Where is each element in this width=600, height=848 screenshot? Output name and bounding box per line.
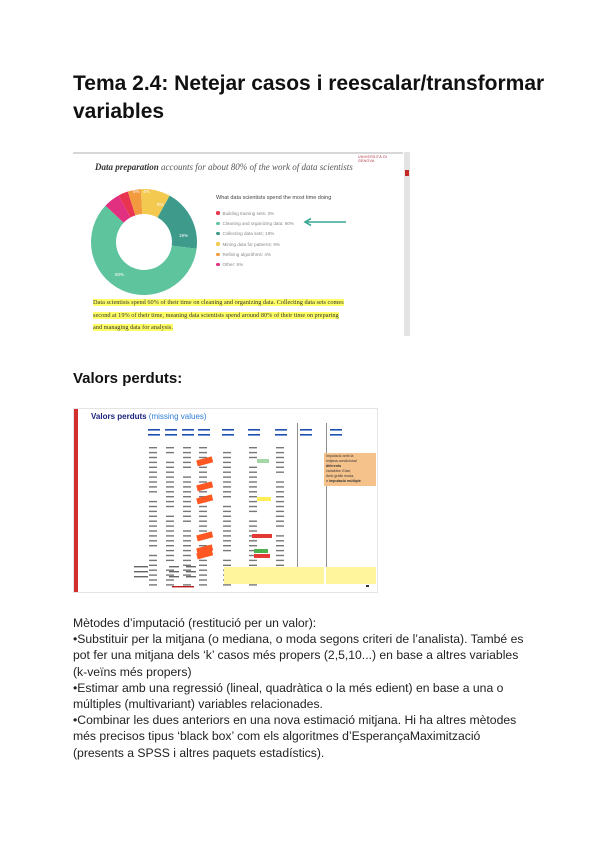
data-cell xyxy=(249,491,257,492)
data-cell xyxy=(166,570,174,571)
data-cell xyxy=(166,447,174,448)
data-cell xyxy=(199,447,207,448)
header-cell xyxy=(300,429,312,431)
spreadsheet-table xyxy=(74,409,377,592)
data-cell xyxy=(249,472,257,473)
data-cell xyxy=(149,521,157,522)
data-cell xyxy=(276,506,284,507)
donut-chart xyxy=(85,180,205,305)
data-cell xyxy=(183,565,191,566)
data-cell xyxy=(276,560,284,561)
data-cell xyxy=(166,535,174,536)
data-cell xyxy=(166,574,174,575)
data-cell xyxy=(223,560,231,561)
data-cell xyxy=(249,457,257,458)
data-cell xyxy=(166,525,174,526)
footer-note xyxy=(172,586,194,587)
header-cell xyxy=(275,434,287,436)
column-border xyxy=(326,423,327,583)
paragraph: •Estimar amb una regressió (lineal, quadràtica o la més edient) en base a una o múltiples (multivariant) variables relacionades. xyxy=(73,680,504,712)
data-cell xyxy=(149,574,157,575)
data-cell xyxy=(249,447,257,448)
figure-caption: Data scientists spend 60% of their time on cleaning and organizing data. Collecting data sets comes second at 19% of their time, meaning data scientists spend around 80% of their time on preparing and managing data for analysis. xyxy=(93,299,344,331)
data-cell xyxy=(249,584,257,585)
data-cell xyxy=(223,521,231,522)
data-cell xyxy=(199,579,207,580)
header-cell xyxy=(222,429,234,431)
data-cell xyxy=(149,506,157,507)
summary-band xyxy=(224,567,324,584)
paragraph: Mètodes d’imputació (restitució per un valor): xyxy=(73,616,317,630)
data-cell xyxy=(249,530,257,531)
summary-cell xyxy=(186,566,196,567)
data-cell xyxy=(166,476,174,477)
data-cell xyxy=(149,584,157,585)
highlight-cell xyxy=(257,459,269,463)
data-cell xyxy=(149,516,157,517)
data-cell xyxy=(183,491,191,492)
slide-title: Valors perduts (missing values) xyxy=(91,412,207,421)
data-cell xyxy=(149,530,157,531)
data-cell xyxy=(249,565,257,566)
legend-item: Refining algorithms: 4% xyxy=(216,249,294,259)
data-cell xyxy=(183,574,191,575)
data-cell xyxy=(249,496,257,497)
data-cell xyxy=(276,550,284,551)
data-cell xyxy=(149,452,157,453)
data-cell xyxy=(199,516,207,517)
data-cell xyxy=(223,565,231,566)
data-cell xyxy=(199,467,207,468)
data-cell xyxy=(149,555,157,556)
data-cell xyxy=(199,481,207,482)
data-cell xyxy=(149,486,157,487)
data-cell xyxy=(166,462,174,463)
data-cell xyxy=(149,565,157,566)
data-cell xyxy=(149,545,157,546)
data-cell xyxy=(223,476,231,477)
summary-cell xyxy=(134,576,148,577)
data-cell xyxy=(166,521,174,522)
header-cell xyxy=(248,429,260,431)
data-cell xyxy=(223,530,231,531)
data-cell xyxy=(183,516,191,517)
legend-item: Building training sets: 3% xyxy=(216,208,294,218)
data-cell xyxy=(149,535,157,536)
data-cell xyxy=(276,472,284,473)
data-cell xyxy=(183,447,191,448)
data-cell xyxy=(166,579,174,580)
data-cell xyxy=(223,516,231,517)
figure-title: Data preparation accounts for about 80% of the work of data scientists xyxy=(95,162,353,172)
data-cell xyxy=(276,545,284,546)
legend-item: Collecting data sets; 19% xyxy=(216,229,294,239)
data-cell xyxy=(199,530,207,531)
data-cell xyxy=(166,516,174,517)
data-cell xyxy=(223,452,231,453)
data-cell xyxy=(149,570,157,571)
data-cell xyxy=(276,491,284,492)
header-cell xyxy=(165,434,177,436)
data-cell xyxy=(199,521,207,522)
header-cell xyxy=(182,434,194,436)
data-cell xyxy=(149,447,157,448)
data-cell xyxy=(166,550,174,551)
data-cell xyxy=(249,525,257,526)
highlight-cell xyxy=(257,497,271,501)
data-cell xyxy=(276,457,284,458)
data-cell xyxy=(276,486,284,487)
header-cell xyxy=(248,434,260,436)
data-cell xyxy=(223,491,231,492)
missing-value-cell xyxy=(196,481,213,491)
data-cell xyxy=(199,506,207,507)
data-cell xyxy=(183,545,191,546)
data-cell xyxy=(276,535,284,536)
donut-label-4: 4% xyxy=(143,189,150,194)
data-cell xyxy=(223,525,231,526)
data-cell xyxy=(223,535,231,536)
header-cell xyxy=(165,429,177,431)
missing-value-cell xyxy=(196,494,213,504)
legend-item: Cleaning and organizing data: 60% xyxy=(216,218,294,228)
data-cell xyxy=(183,457,191,458)
header-cell xyxy=(275,429,287,431)
slide-number xyxy=(366,585,369,587)
figure-top-rule xyxy=(73,152,403,154)
data-cell xyxy=(249,560,257,561)
data-cell xyxy=(199,476,207,477)
data-cell xyxy=(183,560,191,561)
header-cell xyxy=(222,434,234,436)
data-cell xyxy=(276,525,284,526)
paragraph: •Combinar les dues anteriors en una nova estimació mitjana. Hi ha altres mètodes més precisos tipus ‘black box’ com els algoritmes d’EsperançaMaximització (presents a SPSS i altres paquets estadístics). xyxy=(73,713,517,760)
data-cell xyxy=(276,516,284,517)
data-cell xyxy=(249,511,257,512)
data-cell xyxy=(223,496,231,497)
data-cell xyxy=(249,506,257,507)
header-cell xyxy=(198,429,210,431)
data-cell xyxy=(149,476,157,477)
data-cell xyxy=(166,530,174,531)
data-cell xyxy=(223,472,231,473)
summary-cell xyxy=(134,571,148,572)
data-cell xyxy=(166,452,174,453)
data-cell xyxy=(183,550,191,551)
paragraph: •Substituir per la mitjana (o mediana, o moda segons criteri de l’analista). També es pot fer una mitjana dels ‘k’ casos més propers (2,5,10...) en base a altres variables (k-veïns més propers) xyxy=(73,632,524,679)
data-cell xyxy=(276,501,284,502)
data-cell xyxy=(223,467,231,468)
header-cell xyxy=(300,434,312,436)
data-cell xyxy=(166,467,174,468)
donut-label-60: 60% xyxy=(115,272,125,277)
data-cell xyxy=(249,452,257,453)
data-cell xyxy=(199,565,207,566)
data-cell xyxy=(249,540,257,541)
donut-label-5: 5% xyxy=(133,189,140,194)
data-cell xyxy=(199,584,207,585)
data-cell xyxy=(149,579,157,580)
data-cell xyxy=(183,555,191,556)
section-heading: Valors perduts: xyxy=(73,370,183,387)
data-cell xyxy=(183,467,191,468)
data-cell xyxy=(166,486,174,487)
university-logo: UNIVERSITÀ DI GENOVA xyxy=(358,155,388,163)
data-cell xyxy=(183,481,191,482)
data-cell xyxy=(249,501,257,502)
data-cell xyxy=(223,550,231,551)
data-cell xyxy=(149,467,157,468)
column-border xyxy=(297,423,298,583)
data-cell xyxy=(166,472,174,473)
data-cell xyxy=(166,496,174,497)
data-cell xyxy=(249,486,257,487)
imputation-note: Imputació amb la mitjana condicional diferents variables: Edat, Amb gràfic moda, > imputació múltiple xyxy=(324,453,376,486)
data-cell xyxy=(276,447,284,448)
data-cell xyxy=(166,506,174,507)
data-cell xyxy=(183,570,191,571)
data-cell xyxy=(166,491,174,492)
header-cell xyxy=(182,429,194,431)
data-cell xyxy=(199,560,207,561)
donut-label-9: 9% xyxy=(157,202,164,207)
data-cell xyxy=(183,501,191,502)
data-cell xyxy=(199,525,207,526)
legend-title: What data scientists spend the most time doing xyxy=(216,195,332,201)
data-cell xyxy=(223,462,231,463)
data-cell xyxy=(276,496,284,497)
missing-values-slide xyxy=(73,408,378,593)
data-cell xyxy=(223,481,231,482)
data-cell xyxy=(223,506,231,507)
highlight-cell xyxy=(254,549,268,553)
data-cell xyxy=(183,506,191,507)
data-cell xyxy=(166,545,174,546)
data-cell xyxy=(276,540,284,541)
highlight-cell xyxy=(252,534,272,538)
data-cell xyxy=(223,540,231,541)
data-cell xyxy=(183,462,191,463)
data-cell xyxy=(183,476,191,477)
body-text xyxy=(73,615,533,761)
data-cell xyxy=(149,457,157,458)
data-cell xyxy=(249,545,257,546)
data-cell xyxy=(183,511,191,512)
summary-cell xyxy=(169,571,179,572)
header-cell xyxy=(148,434,160,436)
data-cell xyxy=(199,574,207,575)
data-cell xyxy=(149,511,157,512)
data-cell xyxy=(166,584,174,585)
arrow-left-icon xyxy=(303,218,347,226)
data-cell xyxy=(183,521,191,522)
data-cell xyxy=(199,472,207,473)
page-title: Tema 2.4: Netejar casos i reescalar/transformar variables xyxy=(73,72,545,123)
data-cell xyxy=(276,555,284,556)
data-preparation-figure xyxy=(73,152,410,336)
data-cell xyxy=(166,501,174,502)
data-cell xyxy=(223,545,231,546)
missing-value-cell xyxy=(196,531,213,541)
highlight-cell xyxy=(254,554,270,558)
data-cell xyxy=(223,457,231,458)
data-cell xyxy=(199,511,207,512)
data-cell xyxy=(166,481,174,482)
summary-cell xyxy=(169,576,179,577)
donut-label-19: 19% xyxy=(179,233,189,238)
data-cell xyxy=(149,501,157,502)
data-cell xyxy=(249,521,257,522)
data-cell xyxy=(149,481,157,482)
summary-cell xyxy=(134,566,148,567)
figure-scroll-edge xyxy=(404,152,410,336)
data-cell xyxy=(276,565,284,566)
data-cell xyxy=(149,491,157,492)
header-cell xyxy=(330,429,342,431)
data-cell xyxy=(166,540,174,541)
data-cell xyxy=(249,467,257,468)
legend-item: Mining data for patterns: 9% xyxy=(216,239,294,249)
data-cell xyxy=(199,452,207,453)
data-cell xyxy=(149,472,157,473)
data-cell xyxy=(249,481,257,482)
header-cell xyxy=(148,429,160,431)
data-cell xyxy=(249,476,257,477)
data-cell xyxy=(276,481,284,482)
data-cell xyxy=(166,560,174,561)
data-cell xyxy=(276,452,284,453)
data-cell xyxy=(149,560,157,561)
data-cell xyxy=(166,555,174,556)
data-cell xyxy=(183,535,191,536)
data-cell xyxy=(276,511,284,512)
data-cell xyxy=(183,584,191,585)
data-cell xyxy=(276,467,284,468)
data-cell xyxy=(183,452,191,453)
data-cell xyxy=(199,570,207,571)
data-cell xyxy=(183,496,191,497)
header-cell xyxy=(198,434,210,436)
data-cell xyxy=(183,540,191,541)
data-cell xyxy=(149,462,157,463)
data-cell xyxy=(223,486,231,487)
data-cell xyxy=(149,540,157,541)
summary-cell xyxy=(169,566,179,567)
data-cell xyxy=(276,521,284,522)
data-cell xyxy=(149,525,157,526)
data-cell xyxy=(183,530,191,531)
data-cell xyxy=(183,486,191,487)
data-cell xyxy=(223,584,231,585)
data-cell xyxy=(223,511,231,512)
data-cell xyxy=(276,462,284,463)
header-cell xyxy=(330,434,342,436)
legend xyxy=(216,208,294,270)
summary-cell xyxy=(186,571,196,572)
legend-item: Other: 5% xyxy=(216,259,294,269)
summary-cell xyxy=(186,576,196,577)
data-cell xyxy=(199,491,207,492)
summary-band xyxy=(326,567,376,584)
